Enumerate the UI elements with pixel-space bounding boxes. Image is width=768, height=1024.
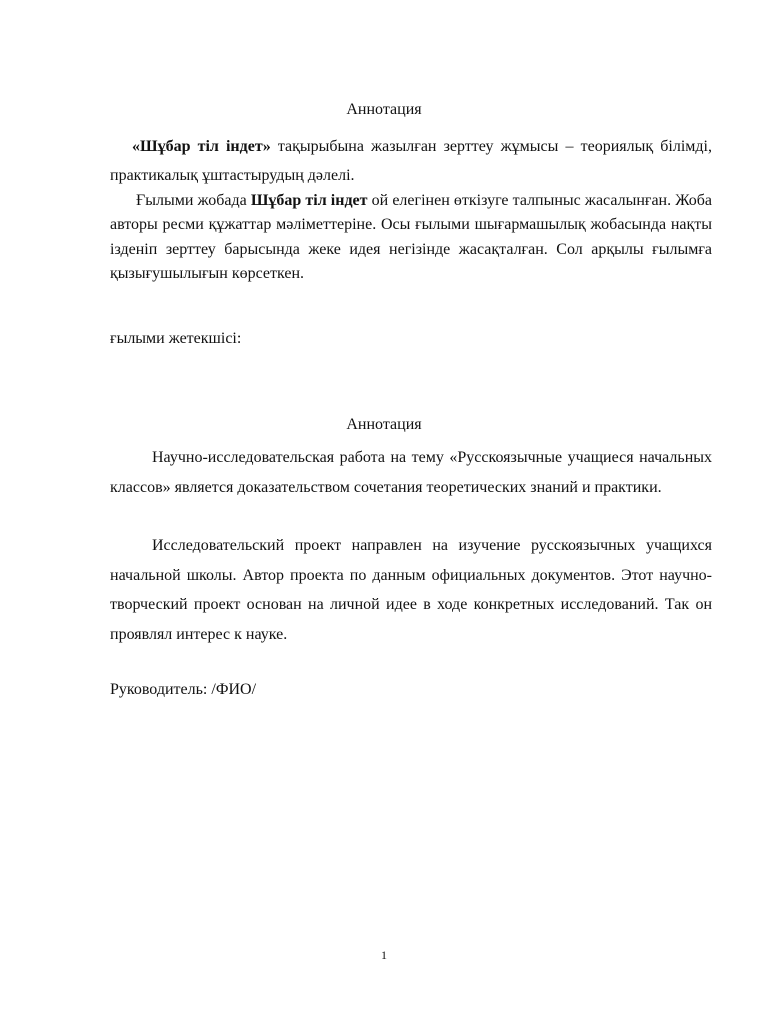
- kazakh-topic-inline: Шұбар тіл індет: [250, 192, 368, 209]
- kazakh-paragraph-2-lead: Ғылыми жобада: [136, 192, 251, 209]
- kazakh-paragraph-2: [110, 189, 712, 286]
- russian-annotation-heading: Аннотация: [346, 416, 422, 433]
- russian-paragraph-2: Исследовательский проект направлен на изучение русскоязычных учащихся начальной школы. Автор проекта по данным официальных документов. Этот научно-творческий проект основан на личной идее в ходе конкретных исследований. Так он проявлял интерес к науке.: [110, 537, 712, 643]
- kazakh-topic-title: «Шұбар тіл індет»: [132, 138, 271, 155]
- kazakh-annotation-heading: Аннотация: [346, 101, 422, 118]
- russian-supervisor-label: Руководитель: /ФИО/: [110, 681, 257, 698]
- russian-paragraph-1: Научно-исследовательская работа на тему «Русскоязычные учащиеся начальных классов» является доказательством сочетания теоретических знаний и практики.: [110, 449, 712, 496]
- kazakh-paragraph-1-text: тақырыбына жазылған зерттеу жұмысы – теориялық білімді, практикалық ұштастырудың дәлелі.: [110, 138, 713, 184]
- kazakh-supervisor-label: ғылыми жетекшісі:: [110, 330, 242, 347]
- kazakh-paragraph-2-text: ой елегінен өткізуге талпыныс жасалынған. Жоба авторы ресми құжаттар мәліметтеріне. Осы ғылыми шығармашылық жобасында нақты ізденіп зерттеу барысында жеке идея негізінде жасақталған. Сол арқылы ғылымға қызығушылығын көрсеткен.: [110, 192, 713, 282]
- kazakh-paragraph-1: [110, 132, 712, 190]
- page-number: 1: [381, 948, 387, 962]
